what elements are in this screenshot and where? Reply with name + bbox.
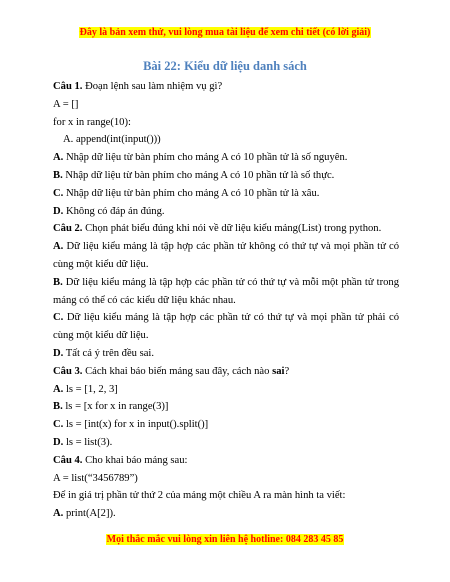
- question-emphasis: sai: [272, 365, 285, 377]
- question-text-end: ?: [284, 365, 290, 377]
- option-key: A.: [53, 383, 64, 395]
- option-text: Dữ liệu kiểu mảng là tập hợp các phần tử có thứ tự và mọi phần tử phải có cùng một kiểu dữ liệu.: [53, 312, 399, 342]
- answer-option: [53, 309, 399, 345]
- option-key: B.: [53, 401, 63, 413]
- option-text: Không có đáp án đúng.: [63, 205, 165, 217]
- code-line: A = []: [53, 98, 79, 110]
- answer-option: [53, 185, 399, 203]
- answer-option: [53, 274, 399, 310]
- code-line: A. append(int(input())): [63, 134, 161, 146]
- answer-option: [53, 149, 399, 167]
- document-body: [53, 78, 399, 523]
- code-line: A = list(“3456789”): [53, 472, 138, 484]
- option-text: print(A[2]).: [63, 508, 116, 520]
- question-4: [53, 452, 399, 470]
- option-key: D.: [53, 347, 64, 359]
- option-text: ls = [1, 2, 3]: [63, 383, 118, 395]
- option-key: A.: [53, 241, 64, 253]
- answer-option: [53, 238, 399, 274]
- option-key: C.: [53, 312, 64, 324]
- option-text: Nhập dữ liệu từ bàn phím cho mảng A có 10 phần tử là xâu.: [63, 187, 320, 199]
- option-key: B.: [53, 169, 63, 181]
- code-line: for x in range(10):: [53, 116, 131, 128]
- question-1: [53, 78, 399, 96]
- lesson-title: Bài 22: Kiểu dữ liệu danh sách: [143, 59, 307, 73]
- preview-notice-text: Đây là bản xem thử, vui lòng mua tài liệu để xem chi tiết (có lời giải): [79, 27, 371, 38]
- answer-option: [53, 434, 399, 452]
- option-text: Nhập dữ liệu từ bàn phím cho mảng A có 10 phần tử là số thực.: [62, 169, 335, 181]
- question-text: Chọn phát biểu đúng khi nói về dữ liệu kiểu mảng(List) trong python.: [82, 223, 382, 235]
- option-key: D.: [53, 436, 64, 448]
- answer-option: [53, 167, 399, 185]
- question-label: Câu 4.: [53, 454, 83, 466]
- question-label: Câu 1.: [53, 81, 83, 92]
- question-label: Câu 3.: [53, 365, 83, 377]
- option-text: Nhập dữ liệu từ bàn phím cho mảng A có 10 phần tử là số nguyên.: [63, 152, 348, 164]
- hotline-text: Mọi thắc mắc vui lòng xin liên hệ hotline: 084 283 45 85: [106, 534, 344, 545]
- question-prompt: Để in giá trị phần tử thứ 2 của mảng một chiều A ra màn hình ta viết:: [53, 490, 346, 502]
- answer-option: [53, 381, 399, 399]
- option-text: Tất cả ý trên đều sai.: [63, 347, 155, 359]
- question-label: Câu 2.: [53, 223, 83, 235]
- preview-notice-banner: [0, 27, 450, 39]
- answer-option: [53, 398, 399, 416]
- option-key: C.: [53, 187, 64, 199]
- option-key: A.: [53, 152, 64, 164]
- option-key: C.: [53, 419, 64, 431]
- option-key: B.: [53, 276, 63, 288]
- hotline-banner: [0, 534, 450, 546]
- answer-option: [53, 203, 399, 221]
- answer-option: [53, 416, 399, 434]
- answer-option: [53, 505, 399, 523]
- option-text: ls = [x for x in range(3)]: [62, 401, 169, 413]
- option-text: ls = [int(x) for x in input().split()]: [63, 419, 209, 431]
- option-text: Dữ liệu kiểu mảng là tập hợp các phần tử không có thứ tự và mọi phần tử có cùng một kiểu dữ liệu.: [53, 241, 399, 270]
- answer-option: [53, 345, 399, 363]
- question-text: Cách khai báo biến mảng sau đây, cách nào: [82, 365, 273, 377]
- question-text: Đoạn lệnh sau làm nhiệm vụ gì?: [82, 81, 223, 92]
- option-key: A.: [53, 508, 64, 520]
- question-3: [53, 363, 399, 381]
- question-text: Cho khai báo mảng sau:: [82, 454, 188, 466]
- question-2: [53, 220, 399, 238]
- option-key: D.: [53, 205, 64, 217]
- option-text: Dữ liệu kiểu mảng là tập hợp các phần tử có thứ tự và mỗi một phần tử trong mảng có thể có các kiểu dữ liệu khác nhau.: [53, 276, 399, 306]
- option-text: ls = list(3).: [63, 436, 113, 448]
